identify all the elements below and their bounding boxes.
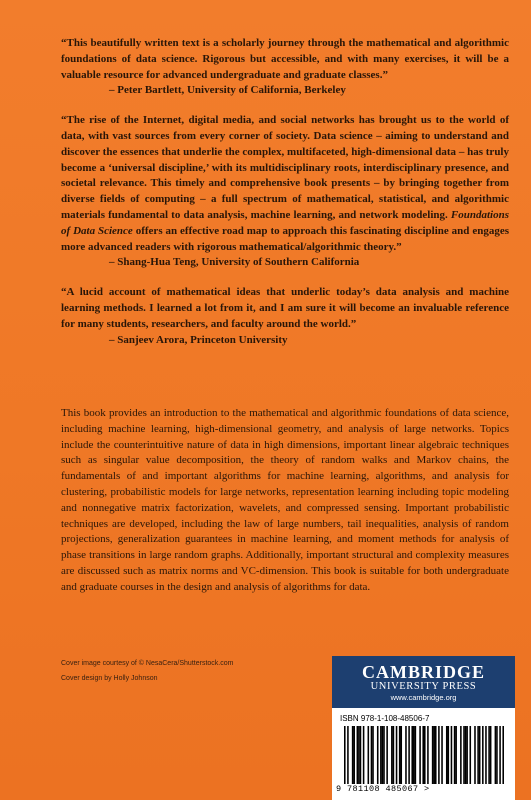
endorsement-attribution: – Sanjeev Arora, Princeton University	[109, 333, 288, 346]
isbn-label: ISBN 978-1-108-48506-7	[340, 714, 430, 723]
endorsement-teng	[61, 113, 509, 271]
publisher-url: www.cambridge.org	[390, 693, 457, 702]
endorsement-bartlett	[61, 36, 509, 99]
isbn-digits: 9 781108 485067 >	[336, 784, 430, 794]
endorsement-attribution: – Shang-Hua Teng, University of Southern California	[109, 256, 360, 269]
barcode-icon	[344, 726, 504, 784]
cover-image-credit: Cover image courtesy of © NesaCera/Shutterstock.com	[61, 660, 234, 667]
endorsement-arora	[61, 285, 509, 348]
endorsement-quote-part1: “The rise of the Internet, digital media, and social networks has brought us to the world of data, with vast sources from every corner of society. Data science – aiming to understand and discover the essences that underlie the complex, multifaceted, high-dimensional data – has truly become a ‘universal discipline,’ with its multidisciplinary roots, interdisciplinary presence, and societal relevance. This timely and comprehensive book presents – by bringing together from diverse fields of computing – a full spectrum of mathematical, statistical, and algorithmic materials fundamental to data analysis, machine learning, and network modeling.	[61, 114, 509, 221]
endorsement-quote: “A lucid account of mathematical ideas that underlic today’s data analysis and machine learning methods. I learned a lot from it, and I am sure it will become an invaluable reference for many students, researchers, and faculty around the world.”	[61, 286, 509, 330]
endorsement-attribution: – Peter Bartlett, University of California, Berkeley	[109, 84, 346, 97]
publisher-press: UNIVERSITY PRESS	[370, 681, 477, 692]
publisher-logo-block	[332, 656, 515, 708]
endorsement-quote-part2: offers an effective road map to approach this fascinating discipline and engages more advanced readers with rigorous mathematical/algorithmic theory.”	[61, 224, 509, 253]
publisher-name: CAMBRIDGE	[361, 662, 485, 682]
book-title-italic: Foundations of Data Science	[61, 208, 509, 237]
book-description: This book provides an introduction to the mathematical and algorithmic foundations of data science, including machine learning, high-dimensional geometry, and analysis of large networks. Topics include the counterintuitive nature of data in high dimensions, important linear algebraic techniques such as singular value decomposition, the theory of random walks and Markov chains, the fundamentals of and important algorithms for machine learning, algorithms, and analysis for clustering, probabilistic models for large networks, representation learning including topic modeling and nonnegative matrix factorization, wavelets, and compressed sensing. Important probabilistic techniques are developed, including the law of large numbers, tail inequalities, analysis of random projections, generalization guarantees in machine learning, and moment methods for analysis of phase transitions in large random graphs. Additionally, important structural and complexity measures are discussed such as matrix norms and VC-dimension. This book is suitable for both undergraduate and graduate courses in the design and analysis of algorithms for data.	[61, 407, 509, 593]
cover-design-credit: Cover design by Holly Johnson	[61, 675, 158, 682]
endorsement-quote: “This beautifully written text is a scholarly journey through the mathematical and algorithmic foundations of data science. Rigorous but accessible, and with many exercises, it will be a valuable resource for advanced undergraduate and graduate classes.”	[61, 37, 509, 81]
barcode-panel	[332, 708, 515, 800]
endorsements	[61, 36, 509, 348]
